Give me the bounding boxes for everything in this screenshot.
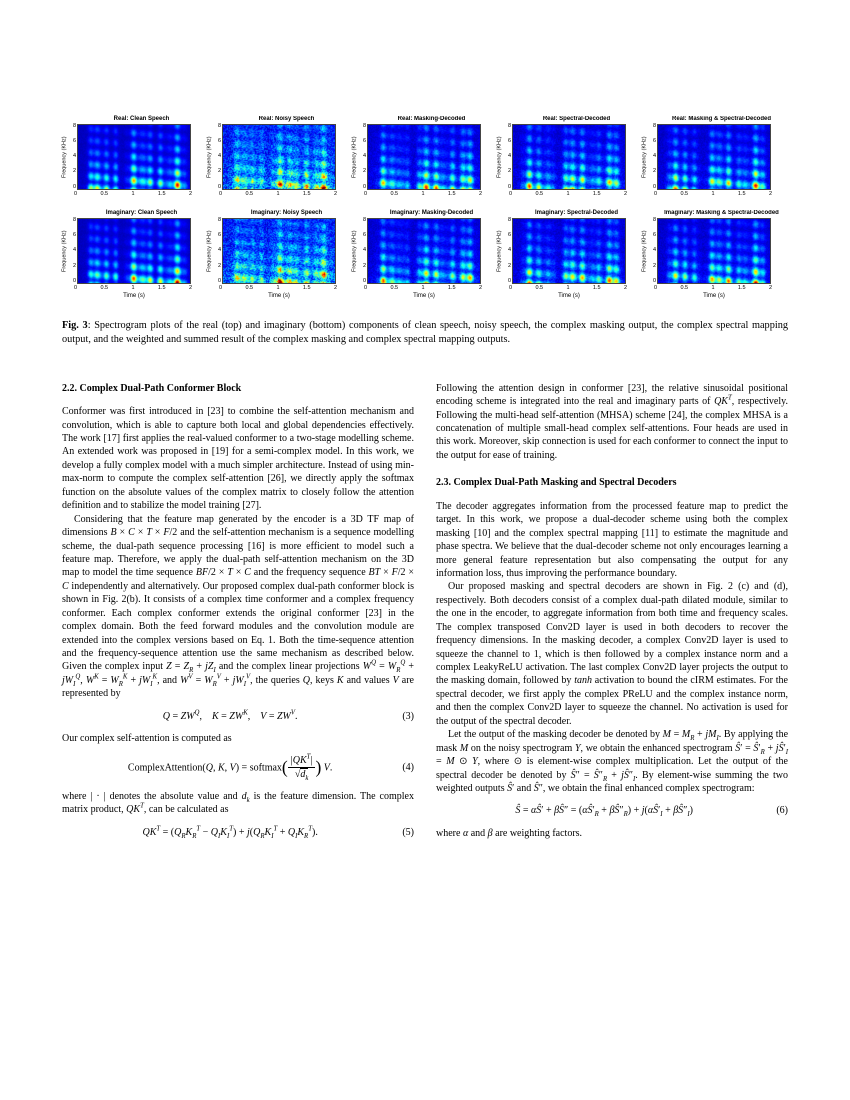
x-axis-ticks [364,191,482,198]
y-tick: 6 [217,232,221,239]
x-tick: 1.5 [447,285,456,292]
y-tick: 2 [217,262,221,269]
y-tick: 2 [362,262,366,269]
x-axis-ticks [74,191,192,198]
y-axis-label: Frequency (KHz) [351,230,358,272]
x-tick: 2 [768,285,772,292]
x-tick: 1 [276,191,280,197]
y-tick: 8 [652,123,656,129]
x-tick: 0.5 [100,191,109,197]
x-axis-ticks [219,285,337,292]
x-axis-label: Time (s) [268,293,290,300]
x-tick: 0 [509,285,513,292]
x-axis-label: Time (s) [558,293,580,300]
paragraph: where α and β are weighting factors. [436,827,583,839]
x-tick: 0.5 [100,285,109,292]
x-tick: 0 [219,285,223,292]
y-tick: 0 [362,277,366,284]
y-axis-ticks [69,124,77,190]
x-tick: 1 [421,191,425,197]
y-tick: 0 [507,183,511,190]
y-axis-ticks [649,124,657,190]
x-axis-ticks [74,285,192,292]
y-axis-ticks [504,124,512,190]
y-tick: 8 [72,217,76,224]
x-axis-ticks [654,285,772,292]
x-tick: 0 [654,285,658,292]
y-tick: 6 [507,232,511,239]
y-tick: 6 [217,138,221,145]
panel-title: Real: Clean Speech [113,116,170,122]
x-axis-label: Time (s) [413,293,435,300]
equation-number: (4) [402,761,414,773]
spectrogram-image [222,124,336,190]
y-tick: 8 [507,217,511,224]
y-axis-ticks [359,124,367,190]
spectrogram-image [512,124,626,190]
y-tick: 8 [217,217,221,224]
x-tick: 1 [566,191,570,197]
right-column [436,382,788,848]
x-tick: 0 [364,191,368,197]
y-tick: 4 [217,153,221,160]
equation-5 [62,826,414,839]
y-tick: 4 [72,153,76,160]
y-tick: 0 [507,277,511,284]
spectrogram-panel [496,210,641,299]
x-tick: 0.5 [535,191,544,197]
equation-number: (5) [402,826,414,838]
spectrogram-panel [61,116,206,198]
y-tick: 4 [72,247,76,254]
x-tick: 1 [276,285,280,292]
spectrogram-panel [641,210,786,299]
x-tick: 1 [566,285,570,292]
x-tick: 1.5 [157,191,166,197]
spectrogram-panel [206,116,351,198]
spectrogram-panel [351,116,496,198]
x-tick: 1 [711,285,715,292]
x-axis-ticks [509,191,627,198]
y-axis-ticks [649,218,657,284]
x-tick: 0.5 [390,191,399,197]
x-tick: 1.5 [157,285,166,292]
figure-grid [61,116,789,299]
left-column [62,382,414,848]
panel-title: Imaginary: Masking & Spectral-Decoded [664,210,779,217]
x-tick: 1.5 [447,191,456,197]
panel-title: Imaginary: Spectral-Decoded [534,210,619,217]
y-axis-ticks [359,218,367,284]
y-tick: 0 [72,183,76,190]
y-axis-label: Frequency (KHz) [641,230,648,272]
y-tick: 6 [72,232,76,239]
section-heading-2-2: 2.2. Complex Dual-Path Conformer Block [62,382,242,394]
x-tick: 0 [74,285,78,292]
y-axis-label: Frequency (KHz) [641,136,648,178]
spectrogram-image [222,218,336,284]
y-tick: 6 [362,138,366,145]
y-axis-label: Frequency (KHz) [496,230,503,272]
y-tick: 2 [507,168,511,175]
equation-number: (6) [776,805,788,817]
panel-title: Real: Noisy Speech [258,116,315,122]
y-tick: 4 [652,153,656,160]
panel-title: Real: Masking & Spectral-Decoded [671,116,772,122]
x-tick: 0 [74,191,78,197]
y-axis-label: Frequency (KHz) [206,136,213,178]
spectrogram-image [512,218,626,284]
x-tick: 2 [623,285,627,292]
y-tick: 8 [507,123,511,129]
x-tick: 1.5 [302,191,311,197]
x-tick: 1 [131,191,135,197]
x-tick: 0 [364,285,368,292]
x-tick: 2 [478,285,482,292]
panel-title: Imaginary: Noisy Speech [250,210,323,217]
x-tick: 0 [509,191,513,197]
y-tick: 8 [362,217,366,224]
x-tick: 1.5 [592,285,601,292]
x-tick: 2 [623,191,627,197]
equation-body: $Q = ZW^Q$, $K = ZW^K$, $V = ZW^V$. [162,709,298,722]
y-tick: 2 [72,168,76,175]
x-tick: 0.5 [680,285,689,292]
spectrogram-image [77,218,191,284]
x-axis-label: Time (s) [123,293,145,300]
spectrogram-image [657,218,771,284]
body-columns [62,382,788,848]
paragraph: Conformer was first introduced in [23] to combine the self-attention mechanism and convolution, which is able to capture both local and global dependencies effectively. The work [17] first applies the real-valued conformer to a two-stage modelling scheme. An extended work was proposed in [19] for a semi-complex model. In this work, we develop a fully complex model with a much simpler architecture. Instead of using min-max-norm to compute the complex self-attention [26], we directly apply the softmax function on the absolute values of the complex matrix to closely follow the attention definition and to stabilize the model training [27]. [62,406,414,512]
x-axis-ticks [219,191,337,198]
y-tick: 6 [507,138,511,145]
equation-3 [62,710,414,723]
x-tick: 2 [768,191,772,197]
paragraph: Considering that the feature map generated by the encoder is a 3D TF map of dimensions B × C × T × F/2 and the self-attention mechanism is a sequence modelling scheme, the dual-path sequence processing [16] is more efficient to model such a feature map. Therefore, we apply the dual-path self-attention mechanism on the 3D map to model the time sequence BF/2 × T × C and the frequency sequence BT × F/2 × C independently and alternatively. Our proposed complex dual-path conformer block is shown in Fig. 2(b). It consists of a complex time conformer and a complex frequency conformer. Each complex conformer extends the original conformer [23] in the complex domain. Both the feed forward modules and the convolution module are extended into the complex versions based on Eq. 1. Both the time-sequence attention and the frequency-sequence attention use the same mechanism as described below. Given the complex input $Z = Z_R + jZ_I$ and the complex linear projections $W^Q = W_R^Q + jW_I^Q$, $W^K = W_R^K + jW_I^K$, and $W^V = W_R^V + jW_I^V$, the queries Q, keys K and values V are represented by [62,513,415,700]
y-tick: 0 [362,183,366,190]
y-tick: 2 [652,262,656,269]
spectrogram-image [367,218,481,284]
x-tick: 2 [333,191,337,197]
spectrogram-panel [351,210,496,299]
y-tick: 0 [217,277,221,284]
x-tick: 1 [711,191,715,197]
paragraph: Following the attention design in conformer [23], the relative sinusoidal positional encoding scheme is integrated into the real and imaginary parts of $QK^T$, respectively. Following the multi-head self-attention (MHSA) scheme [24], the complex MHSA is a concatenation of multiple small-head complex self-attentions. Four heads are used in this work. Moreover, skip connection is used for each conformer to connect the input to the output for ease of training. [436,382,788,461]
x-tick: 0.5 [390,285,399,292]
y-axis-label: Frequency (KHz) [351,136,358,178]
paragraph: Let the output of the masking decoder be denoted by $M = M_R + jM_I$. By applying the mask M on the noisy spectrogram Y, we obtain the enhanced spectrogram Ŝ′ = $Ŝ'_R$ + $jŜ'_I = M$ ⊙ Y, where ⊙ is element-wise complex multiplication. Let the output of the spectral decoder be denoted by Ŝ″ = $Ŝ''_R$ + $jŜ''_I$. By element-wise summing the two weighted outputs Ŝ′ and Ŝ″, we obtain the final enhanced complex spectrogram: [436,729,789,794]
y-tick: 0 [217,183,221,190]
y-tick: 0 [72,277,76,284]
x-tick: 1 [131,285,135,292]
y-axis-label: Frequency (KHz) [206,230,213,272]
y-tick: 2 [362,168,366,175]
y-tick: 0 [652,183,656,190]
equation-body: ComplexAttention(Q, K, V) = softmax( $\frac{|QK^T|}{√d_k}$ ) V. [127,753,333,783]
y-tick: 4 [362,247,366,254]
panel-title: Imaginary: Masking-Decoded [389,210,474,217]
y-tick: 2 [72,262,76,269]
x-axis-ticks [509,285,627,292]
x-axis-ticks [654,191,772,198]
y-axis-label: Frequency (KHz) [496,136,503,178]
y-tick: 2 [217,168,221,175]
panel-title: Real: Masking-Decoded [397,116,466,122]
section-heading-2-3: 2.3. Complex Dual-Path Masking and Spectral Decoders [436,477,677,489]
y-tick: 4 [652,247,656,254]
x-tick: 0 [219,191,223,197]
equation-body: $QK^T = (Q_RK_R^T - Q_IK_I^T) + j(Q_RK_I^T + Q_IK_R^T)$. [142,825,318,840]
figure-caption: Fig. 3: Spectrogram plots of the real (top) and imaginary (bottom) components of clean speech, noisy speech, the complex masking output, the complex spectral mapping output, and the weighted and summed result of the complex masking and complex spectral mapping outputs. [62,320,788,346]
x-tick: 2 [188,285,192,292]
spectrogram-panel [641,116,786,198]
y-axis-label: Frequency (KHz) [61,230,68,272]
x-axis-ticks [364,285,482,292]
x-tick: 0.5 [535,285,544,292]
spectrogram-panel [496,116,641,198]
x-tick: 1.5 [737,191,746,197]
y-tick: 4 [507,153,511,160]
y-tick: 6 [72,138,76,145]
x-tick: 1.5 [302,285,311,292]
spectrogram-image [77,124,191,190]
x-tick: 1.5 [592,191,601,197]
y-axis-ticks [214,124,222,190]
paragraph: where | · | denotes the absolute value and $d_k$ is the feature dimension. The complex matrix product, $QK^T$, can be calculated as [62,790,414,816]
y-tick: 4 [362,153,366,160]
x-tick: 2 [478,191,482,197]
y-tick: 8 [652,217,656,224]
y-axis-ticks [69,218,77,284]
x-tick: 1 [421,285,425,292]
equation-body: Ŝ = αŜ′ + βŜ″ = ($\alpha Ŝ'_R$ + $\beta Ŝ''_R$) + $j(\alpha Ŝ'_I$ + $\beta Ŝ''_I$) [515,805,693,819]
paragraph: The decoder aggregates information from the processed feature map to predict the target. In this work, we propose a dual-decoder scheme using both the complex masking [10] and the complex spectral mapping [11] to estimate the magnitude and phase spectra. We believe that the dual-decoder scheme not only encourages learning a more general feature representation but also compensating the output for any information loss, thus improving the performance boundary. [436,500,788,579]
equation-4 [62,755,414,781]
y-tick: 8 [362,123,366,129]
equation-6 [436,804,788,817]
spectrogram-image [657,124,771,190]
spectrogram-panel [206,210,351,299]
x-tick: 0.5 [680,191,689,197]
y-tick: 8 [217,123,221,129]
x-tick: 1.5 [737,285,746,292]
y-tick: 2 [507,262,511,269]
equation-number: (3) [402,710,414,722]
x-tick: 0.5 [245,285,254,292]
y-axis-label: Frequency (KHz) [61,136,68,178]
x-axis-label: Time (s) [703,293,725,300]
panel-title: Imaginary: Clean Speech [105,210,178,217]
x-tick: 0.5 [245,191,254,197]
x-tick: 2 [188,191,192,197]
y-tick: 2 [652,168,656,175]
panel-title: Real: Spectral-Decoded [542,116,611,122]
x-tick: 0 [654,191,658,197]
y-tick: 4 [217,247,221,254]
y-axis-ticks [214,218,222,284]
x-tick: 2 [333,285,337,292]
y-tick: 4 [507,247,511,254]
spectrogram-panel [61,210,206,299]
y-tick: 0 [652,277,656,284]
figure-3 [0,0,850,348]
y-axis-ticks [504,218,512,284]
y-tick: 6 [362,232,366,239]
spectrogram-image [367,124,481,190]
y-tick: 8 [72,123,76,129]
y-tick: 6 [652,138,656,145]
paragraph: Our proposed masking and spectral decoders are shown in Fig. 2 (c) and (d), respectively. Both decoders consist of a complex dual-path dilated module, similar to the one in the encoder, to aggregate information from both time and frequency scales. The complex transposed Conv2D layer is used in both decoders to recover the frequency dimensions. In the masking decoder, a complex Conv2D layer is used to squeeze the channel to 1, which is then followed by a complex instance norm and a complex LeakyReLU activation. The last complex Conv2D layer projects the output to the masking domain, followed by tanh activation to bound the cIRM estimates. For the spectral decoder, we first apply the complex PReLU and the complex instance norm, and then the complex Conv2D layer to squeeze the channel. No activation is used for the output of the spectral decoder. [436,581,788,727]
y-tick: 6 [652,232,656,239]
paragraph: Our complex self-attention is computed as [62,733,232,745]
